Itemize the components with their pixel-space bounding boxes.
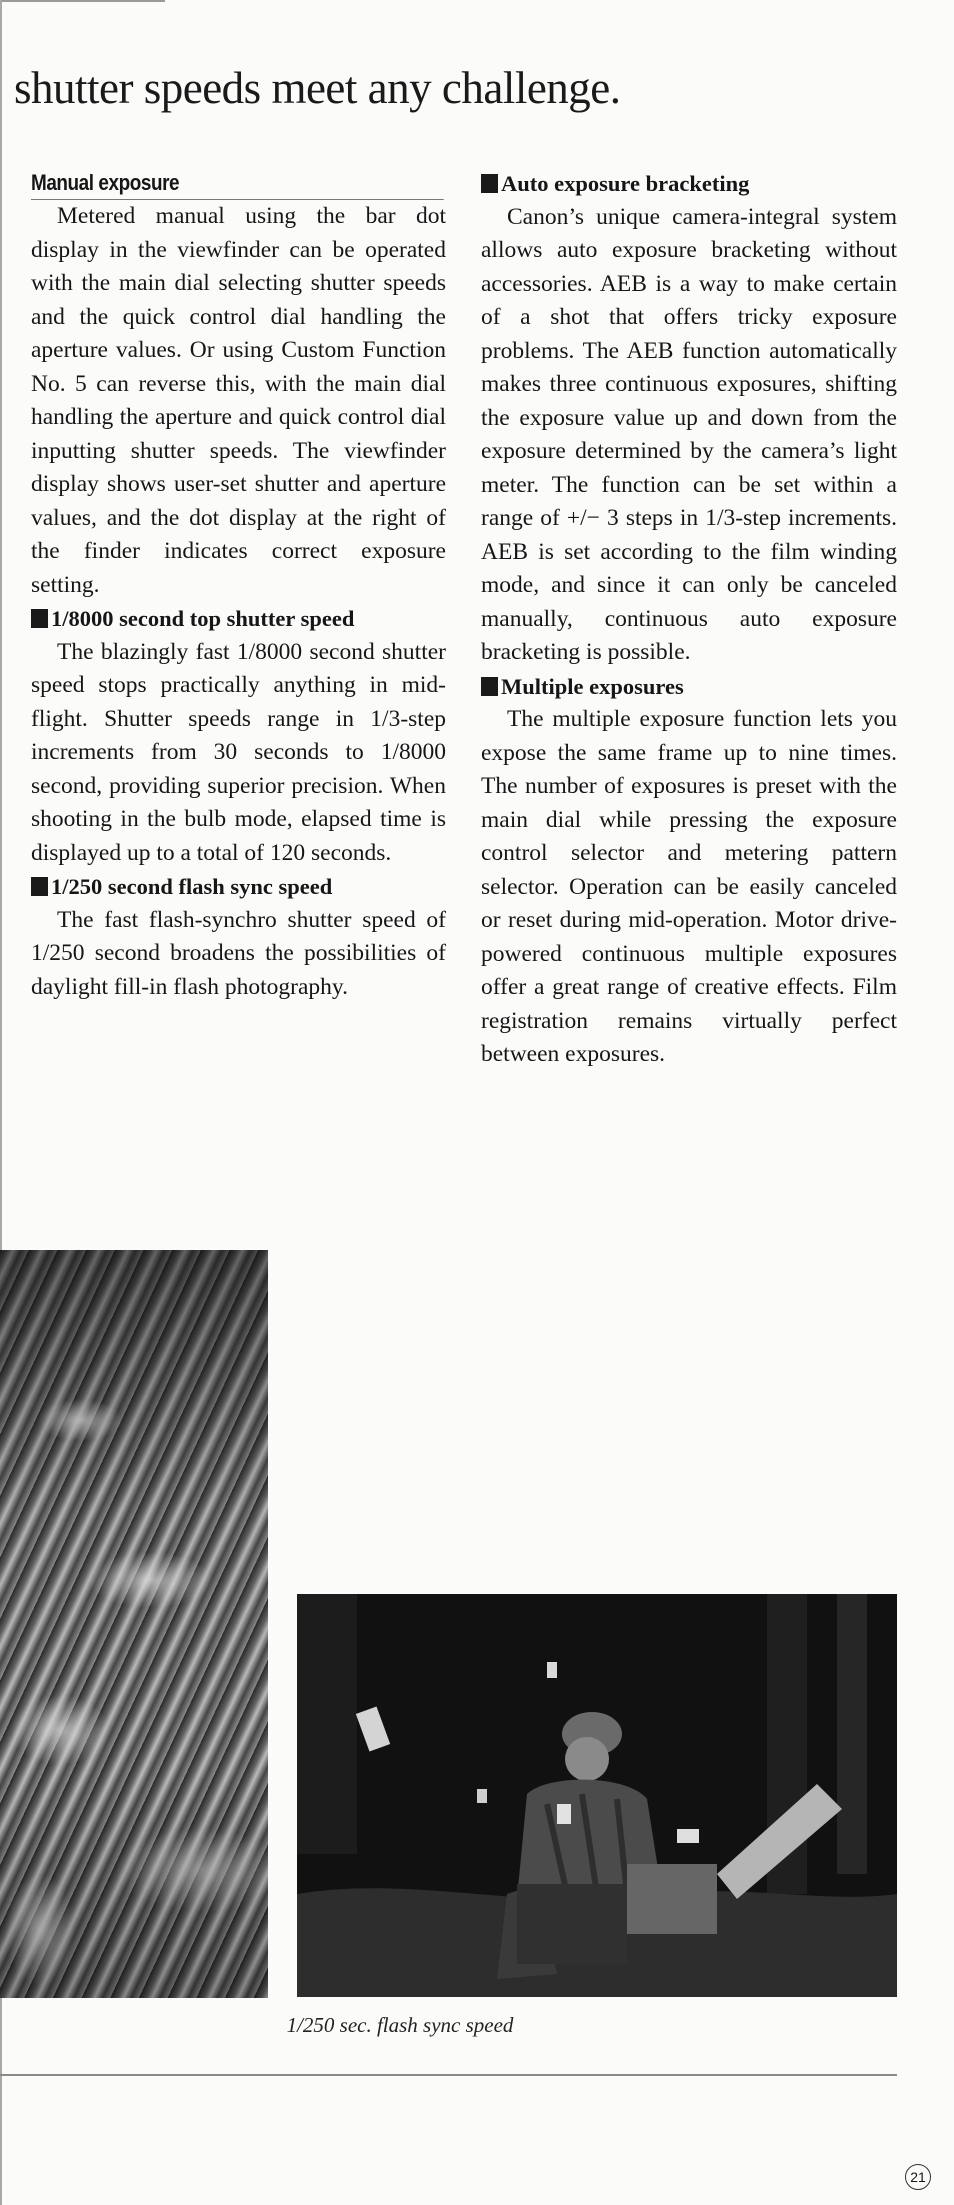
manual-exposure-title: Manual exposure: [31, 167, 444, 200]
multiple-exposures-title: Multiple exposures: [501, 673, 684, 699]
photo-caption: [0, 2013, 954, 2038]
bottom-rule: [0, 2074, 897, 2076]
bullet-square-icon: [31, 609, 48, 628]
multiple-exposures-heading: [481, 670, 897, 704]
aeb-body: Canon’s unique camera-integral system allows auto exposure bracketing without accessories. AEB is a way to make certain of a shot that offers tricky exposure problems. The AEB function automatically makes three continuous exposures, shifting the exposure value up and down from the exposure determined by the camera’s light meter. The function can be set within a range of +/− 3 steps in 1/3-step increments. AEB is set according to the film winding mode, and since it can only be canceled manually, continuous auto exposure bracketing is possible.: [481, 203, 897, 665]
right-column: [481, 167, 897, 1072]
woodcutter-flash-photo: [297, 1594, 897, 1997]
bullet-square-icon: [481, 677, 498, 696]
waterfall-photo: [0, 1250, 268, 1998]
manual-exposure-body: Metered manual using the bar dot display in the viewfinder can be operated with the main dial selecting shutter speeds and the quick control dial handling the aperture values. Or using Custom Function No. 5 can reverse this, with the main dial handling the aperture and quick control dial inputting shutter speeds. The viewfinder display shows user-set shutter and aperture values, and the dot display at the right of the finder indicates correct exposure setting.: [31, 203, 446, 598]
flash-sync-title: 1/250 second flash sync speed: [51, 874, 333, 899]
page-headline: shutter speeds meet any challenge.: [14, 63, 621, 113]
page-number-badge: 21: [905, 2164, 931, 2190]
top-rule: [0, 0, 165, 2]
aeb-title: Auto exposure bracketing: [501, 171, 750, 196]
flash-sync-heading: [31, 870, 446, 904]
bullet-square-icon: [481, 174, 498, 193]
photo-caption-text: 1/250 sec. flash sync speed: [286, 2013, 514, 2037]
top-shutter-speed-title: 1/8000 second top shutter speed: [51, 606, 355, 631]
top-shutter-speed-heading: [31, 602, 446, 636]
woodcutter-scene-illustration: [297, 1594, 897, 1997]
bullet-square-icon: [31, 877, 48, 896]
multiple-exposures-body: The multiple exposure function lets you expose the same frame up to nine times. The number of exposures is preset with the main dial while pressing the exposure control selector and metering pattern selector. Operation can be easily canceled or reset during mid-operation. Motor drive-powered continuous multiple exposures offer a great range of creative effects. Film registration remains virtually perfect between exposures.: [481, 706, 897, 1067]
flash-sync-body: The fast flash-synchro shutter speed of 1/250 second broadens the possibilities of daylight fill-in flash photography.: [31, 906, 446, 1000]
left-column: [31, 167, 446, 1004]
top-shutter-speed-body: The blazingly fast 1/8000 second shutter speed stops practically anything in mid-flight. Shutter speeds range in 1/3-step increments from 30 seconds to 1/8000 second, providing superior precision. When shooting in the bulb mode, elapsed time is displayed up to a total of 120 seconds.: [31, 638, 446, 866]
aeb-heading: [481, 167, 897, 201]
